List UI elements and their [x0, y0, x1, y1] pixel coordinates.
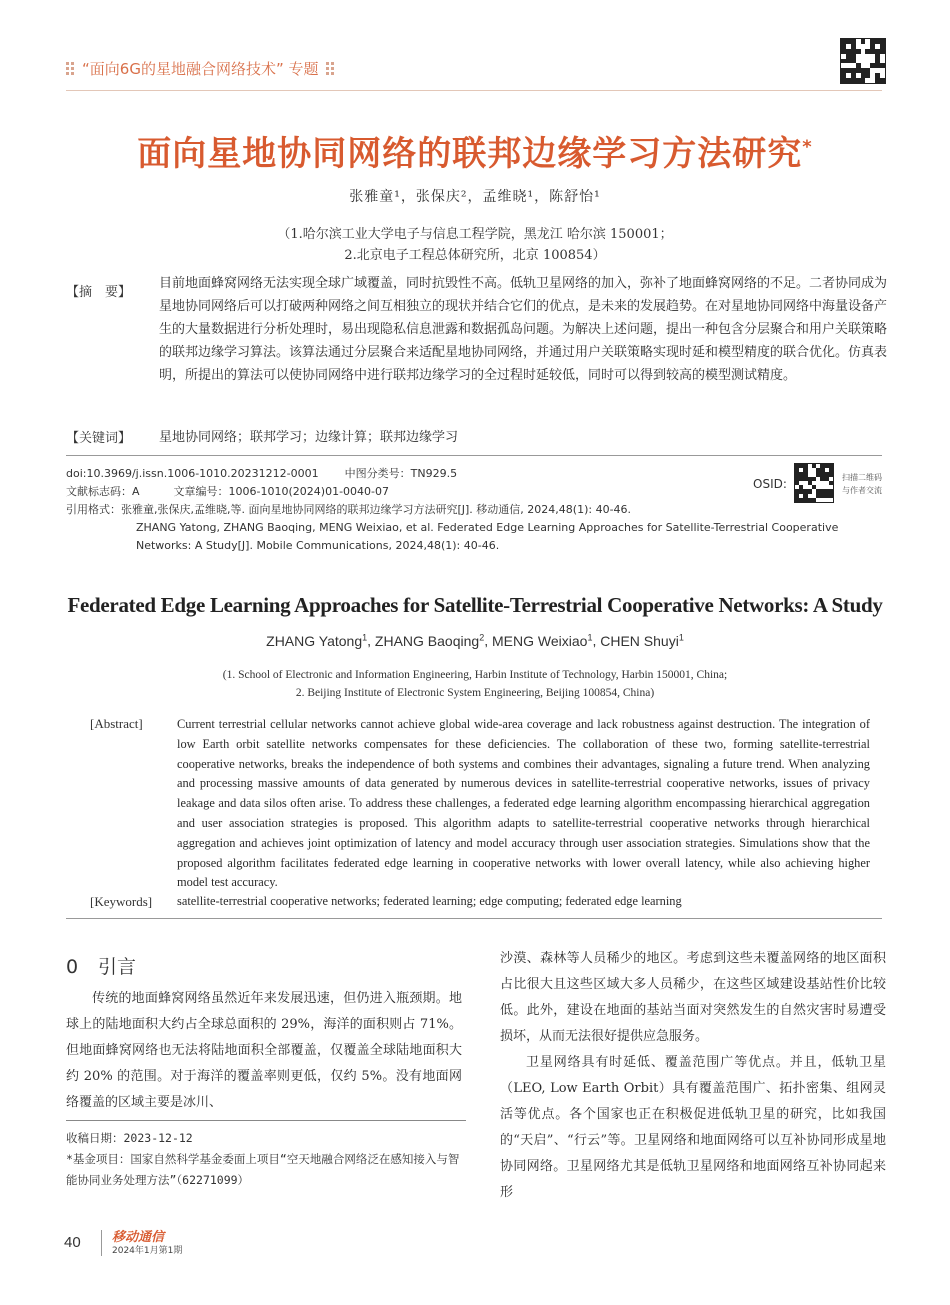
divider	[66, 918, 882, 919]
page-number: 40	[64, 1234, 81, 1251]
dots-decoration-icon	[66, 62, 74, 75]
section-title: 引言	[98, 956, 137, 978]
citation-label: 引用格式：	[66, 503, 121, 516]
issue-info: 2024年1月第1期	[112, 1246, 183, 1256]
affiliations-en	[0, 666, 950, 702]
affiliation-line: (1. School of Electronic and Information Engineering, Harbin Institute of Technology, Harbin 150001, China;	[222, 669, 728, 681]
header-divider	[66, 90, 882, 91]
author-en: CHEN Shuyi$^1$	[600, 632, 684, 649]
keywords-en-text: satellite-terrestrial cooperative networks; federated learning; edge computing; federated edge learning	[177, 894, 682, 908]
footnote	[66, 1128, 466, 1191]
footer-divider	[101, 1230, 102, 1256]
author-aff-mark: 2	[479, 632, 485, 642]
affiliations-cn	[0, 224, 950, 266]
affiliation-line: （1.哈尔滨工业大学电子与信息工程学院，黑龙江 哈尔滨 150001；	[277, 227, 673, 242]
osid-note: 扫描二维码 与作者交流	[842, 473, 882, 495]
dots-decoration-icon	[326, 62, 334, 75]
paragraph: 传统的地面蜂窝网络虽然近年来发展迅速，但仍进入瓶颈期。地球上的陆地面积大约占全球总面积的 29%，海洋的面积则占 71%。但地面蜂窝网络也无法将陆地面积全部覆盖，仅覆盖全球陆地面积大约 20% 的范围。对于海洋的覆盖率则更低，仅约 5%。没有地面网络覆盖的区域主要是冰川、	[66, 991, 462, 1110]
abstract-en-text: Current terrestrial cellular networks cannot achieve global wide-area coverage and lack robustness against destruction. The integration of low Earth orbit satellite networks compensates for these deficiencies. The collaboration of these two, forming satellite-terrestrial cooperative networks, breaks the independence of both systems and combines their advantages, signaling a future trend. When analyzing and processing massive amounts of data generated by numerous devices in satellite-terrestrial cooperative networks, issues of privacy leakage and data silos often arise. To address these challenges, a federated edge learning algorithm encompassing hierarchical aggregation and user association strategies is proposed. This algorithm adapts to satellite-terrestrial cooperative networks through hierarchical aggregation and achieves joint optimization of latency and model accuracy through user association strategies. Simulations show that the proposed algorithm facilitates federated edge learning in cooperative networks with lower overall latency, while also achieving higher model test accuracy.	[177, 717, 870, 890]
paper-title-en: Federated Edge Learning Approaches for Satellite-Terrestrial Cooperative Networks: A Study	[67, 593, 883, 617]
received-date: 收稿日期：2023-12-12	[66, 1131, 193, 1145]
author-en: ZHANG Yatong$^1$	[266, 632, 368, 649]
paper-title-cn: 面向星地协同网络的联邦边缘学习方法研究*	[137, 134, 813, 174]
author-aff-mark: 1	[678, 632, 684, 642]
keywords-cn-label: 【关键词】	[66, 431, 132, 446]
author-aff-mark: 1	[587, 632, 593, 642]
divider	[66, 455, 882, 456]
abstract-en-label: [Abstract]	[90, 716, 143, 731]
citation-en-2: Networks: A Study[J]. Mobile Communications, 2024,48(1): 40-46.	[136, 539, 500, 552]
footnote-divider	[66, 1120, 466, 1121]
citation-cn: 张雅童,张保庆,孟维晓,等. 面向星地协同网络的联邦边缘学习方法研究[J]. 移动通信, 2024,48(1): 40-46.	[121, 503, 632, 516]
abstract-cn-text: 目前地面蜂窝网络无法实现全球广域覆盖，同时抗毁性不高。低轨卫星网络的加入，弥补了地面蜂窝网络的不足。二者协同成为星地协同网络后可以打破两种网络之间互相独立的现状并结合它们的优点，是未来的发展趋势。在对星地协同网络中海量设备产生的大量数据进行分析处理时，易出现隐私信息泄露和数据孤岛问题。为解决上述问题，提出一种包含分层聚合和用户关联策略的联邦边缘学习算法。该算法通过分层聚合来适配星地协同网络，并通过用户关联策略实现时延和模型精度的联合优化。仿真表明，所提出的算法可以使协同网络中进行联邦边缘学习的全过程时延较低，同时可以得到较高的模型测试精度。	[159, 276, 888, 383]
citation-en-1: ZHANG Yatong, ZHANG Baoqing, MENG Weixiao, et al. Federated Edge Learning Approaches for Satellite-Terrestrial Cooperative	[136, 521, 839, 534]
section-heading	[66, 952, 136, 979]
authors-cn: 张雅童¹，张保庆²，孟维晓¹，陈舒怡¹	[349, 189, 601, 205]
keywords-en-label: [Keywords]	[90, 894, 153, 909]
author-en: ZHANG Baoqing$^2$	[374, 632, 485, 649]
section-number: 0	[66, 956, 79, 978]
osid-qr-code-icon	[794, 463, 834, 503]
body-column-right	[500, 946, 886, 1206]
doc-code-line: 文献标志码：A 文章编号：1006-1010(2024)01-0040-07	[66, 485, 389, 498]
qr-code-icon	[840, 38, 886, 84]
paragraph: 卫星网络具有时延低、覆盖范围广等优点。并且，低轨卫星（LEO, Low Earth Orbit）具有覆盖范围广、拓扑密集、组网灵活等优点。各个国家也正在积极促进低轨卫星的研究，比如我国的“天启”、“行云”等。卫星网络和地面网络可以互补协同形成星地协同网络。卫星网络尤其是低轨卫星网络和地面网络互补协同起来形	[500, 1055, 886, 1200]
paragraph: 沙漠、森林等人员稀少的地区。考虑到这些未覆盖网络的地区面积占比很大且这些区域大多人员稀少，在这些区域建设基站性价比较低。此外，建设在地面的基站当面对突然发生的自然灾害时易遭受损坏，从而无法很好提供应急服务。	[500, 951, 886, 1044]
osid-label: OSID:	[753, 477, 787, 491]
author-aff-mark: 1	[362, 632, 368, 642]
abstract-cn-label: 【摘 要】	[66, 285, 132, 300]
affiliation-line: 2. Beijing Institute of Electronic System Engineering, Beijing 100854, China)	[295, 687, 655, 699]
authors-en: ZHANG Yatong$^1$, ZHANG Baoqing$^2$, MENG Weixiao$^1$, CHEN Shuyi$^1$	[266, 632, 684, 649]
affiliation-line: 2.北京电子工程总体研究所，北京 100854）	[344, 248, 606, 263]
author-en: MENG Weixiao$^1$	[492, 632, 593, 649]
keywords-cn-text: 星地协同网络；联邦学习；边缘计算；联邦边缘学习	[159, 430, 459, 445]
doi-line: doi:10.3969/j.issn.1006-1010.20231212-0001 中图分类号：TN929.5	[66, 467, 458, 480]
citation-block	[66, 501, 886, 555]
title-footnote-mark: *	[802, 136, 813, 158]
journal-logo: 移动通信	[112, 1230, 165, 1245]
fund-note: *基金项目：国家自然科学基金委面上项目“空天地融合网络泛在感知接入与智能协同业务处理方法”（62271099）	[66, 1152, 460, 1187]
body-column-left	[66, 986, 462, 1116]
topic-text: “面向6G的星地融合网络技术” 专题	[82, 60, 319, 78]
topic-banner	[66, 58, 334, 79]
